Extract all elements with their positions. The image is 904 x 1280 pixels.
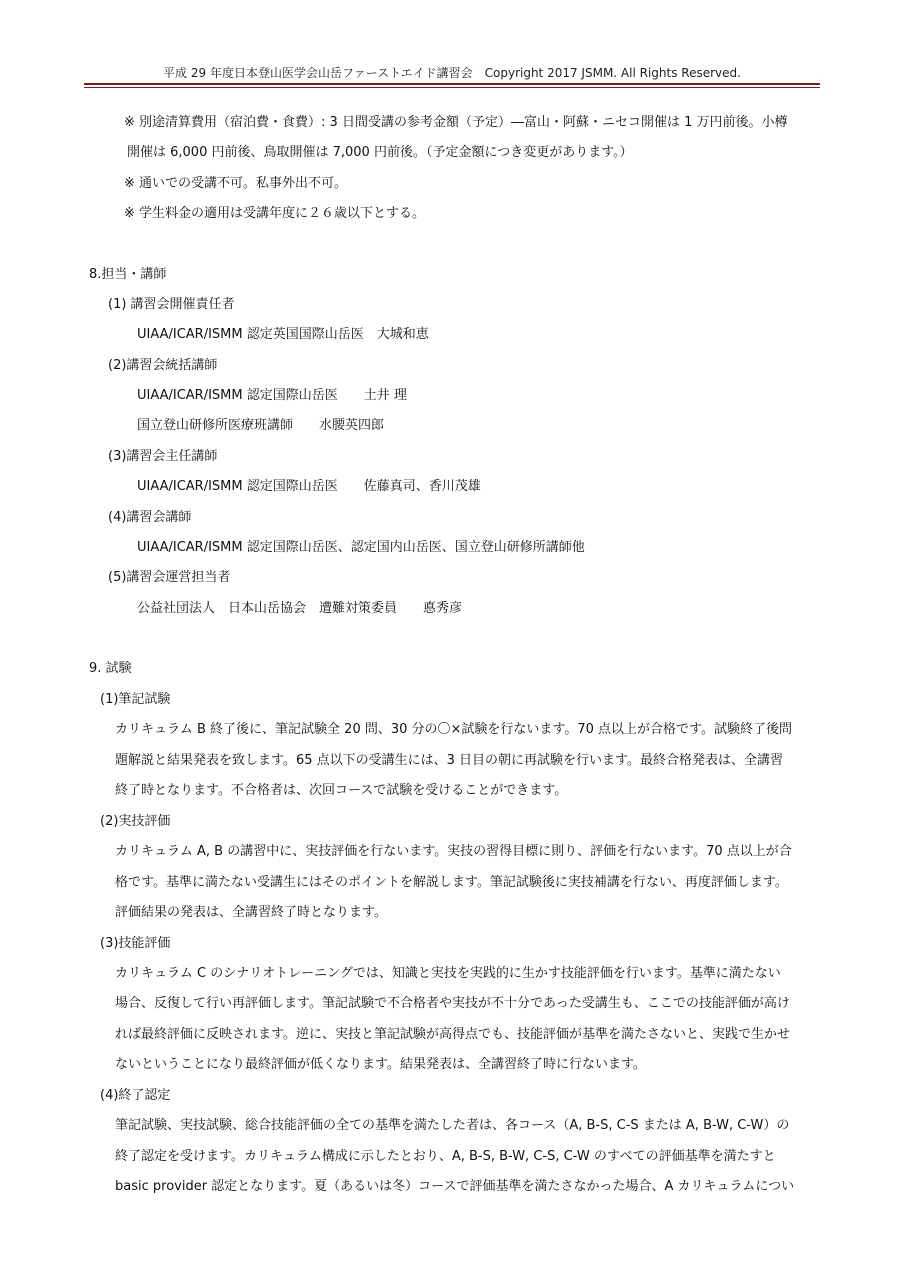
item-text: UIAA/ICAR/ISMM 認定英国国際山岳医 大城和恵	[137, 327, 429, 342]
page-header: 平成 29 年度日本登山医学会山岳ファーストエイド講習会 Copyright 2017 JSMM. All Rights Reserved.	[163, 66, 741, 80]
item-text: 終了時となります。不合格者は、次回コースで試験を受けることができます。	[115, 783, 568, 798]
item-label: (4)講習会講師	[108, 510, 192, 525]
item-label: (2)講習会統括講師	[108, 358, 218, 373]
item-text: カリキュラム C のシナリオトレーニングでは、知識と実技を実践的に生かす技能評価を行います。基準に満たない	[115, 966, 781, 981]
item-text: 題解説と結果発表を致します。65 点以下の受講生には、3 日目の朝に再試験を行います。最終合格発表は、全講習	[115, 753, 783, 768]
item-text: 筆記試験、実技試験、総合技能評価の全ての基準を満たした者は、各コース（A, B-S, C-S または A, B-W, C-W）の	[115, 1118, 790, 1133]
item-text: 終了認定を受けます。カリキュラム構成に示したとおり、A, B-S, B-W, C-S, C-W のすべての評価基準を満たすと	[115, 1149, 776, 1164]
note-line: ※ 別途清算費用（宿泊費・食費）: 3 日間受講の参考金額（予定）―富山・阿蘇・ニセコ開催は 1 万円前後。小樽	[124, 115, 788, 130]
item-label: (1) 講習会開催責任者	[108, 297, 235, 312]
item-label: (3)技能評価	[100, 936, 171, 951]
note-line: ※ 学生料金の適用は受講年度に２６歳以下とする。	[124, 206, 426, 221]
item-label: (5)講習会運営担当者	[108, 570, 231, 585]
item-text: 格です。基準に満たない受講生にはそのポイントを解説します。筆記試験後に実技補講を行ない、再度評価します。	[115, 875, 788, 890]
item-text: カリキュラム A, B の講習中に、実技評価を行ないます。実技の習得目標に則り、評価を行ないます。70 点以上が合	[115, 844, 792, 859]
item-text: UIAA/ICAR/ISMM 認定国際山岳医 佐藤真司、香川茂雄	[137, 479, 481, 494]
item-text: 公益社団法人 日本山岳協会 遭難対策委員 悳秀彦	[137, 601, 463, 616]
item-text: UIAA/ICAR/ISMM 認定国際山岳医 土井 理	[137, 388, 407, 403]
item-text: 評価結果の発表は、全講習終了時となります。	[115, 905, 387, 920]
item-text: 国立登山研修所医療班講師 水腰英四郎	[137, 418, 385, 433]
item-label: (3)講習会主任講師	[108, 449, 218, 464]
item-label: (2)実技評価	[100, 814, 171, 829]
item-text: れば最終評価に反映されます。逆に、実技と筆記試験が高得点でも、技能評価が基準を満たさないと、実践で生かせ	[115, 1027, 790, 1042]
note-line: ※ 通いでの受講不可。私事外出不可。	[124, 176, 348, 191]
item-text: カリキュラム B 終了後に、筆記試験全 20 問、30 分の〇×試験を行ないます。70 点以上が合格です。試験終了後問	[115, 722, 793, 737]
item-label: (1)筆記試験	[100, 692, 171, 707]
item-text: basic provider 認定となります。夏（あるいは冬）コースで評価基準を満たさなかった場合、A カリキュラムについ	[115, 1179, 795, 1194]
item-text: 場合、反復して行い再評価します。筆記試験で不合格者や実技が不十分であった受講生も、ここでの技能評価が高け	[115, 996, 790, 1011]
section-heading: 8.担当・講師	[89, 267, 167, 282]
note-line: 開催は 6,000 円前後、鳥取開催は 7,000 円前後。（予定金額につき変更があります。）	[127, 145, 633, 160]
item-label: (4)終了認定	[100, 1088, 171, 1103]
section-heading: 9. 試験	[89, 661, 132, 676]
item-text: ないということになり最終評価が低くなります。結果発表は、全講習終了時に行ないます。	[115, 1057, 646, 1072]
item-text: UIAA/ICAR/ISMM 認定国際山岳医、認定国内山岳医、国立登山研修所講師他	[137, 540, 585, 555]
